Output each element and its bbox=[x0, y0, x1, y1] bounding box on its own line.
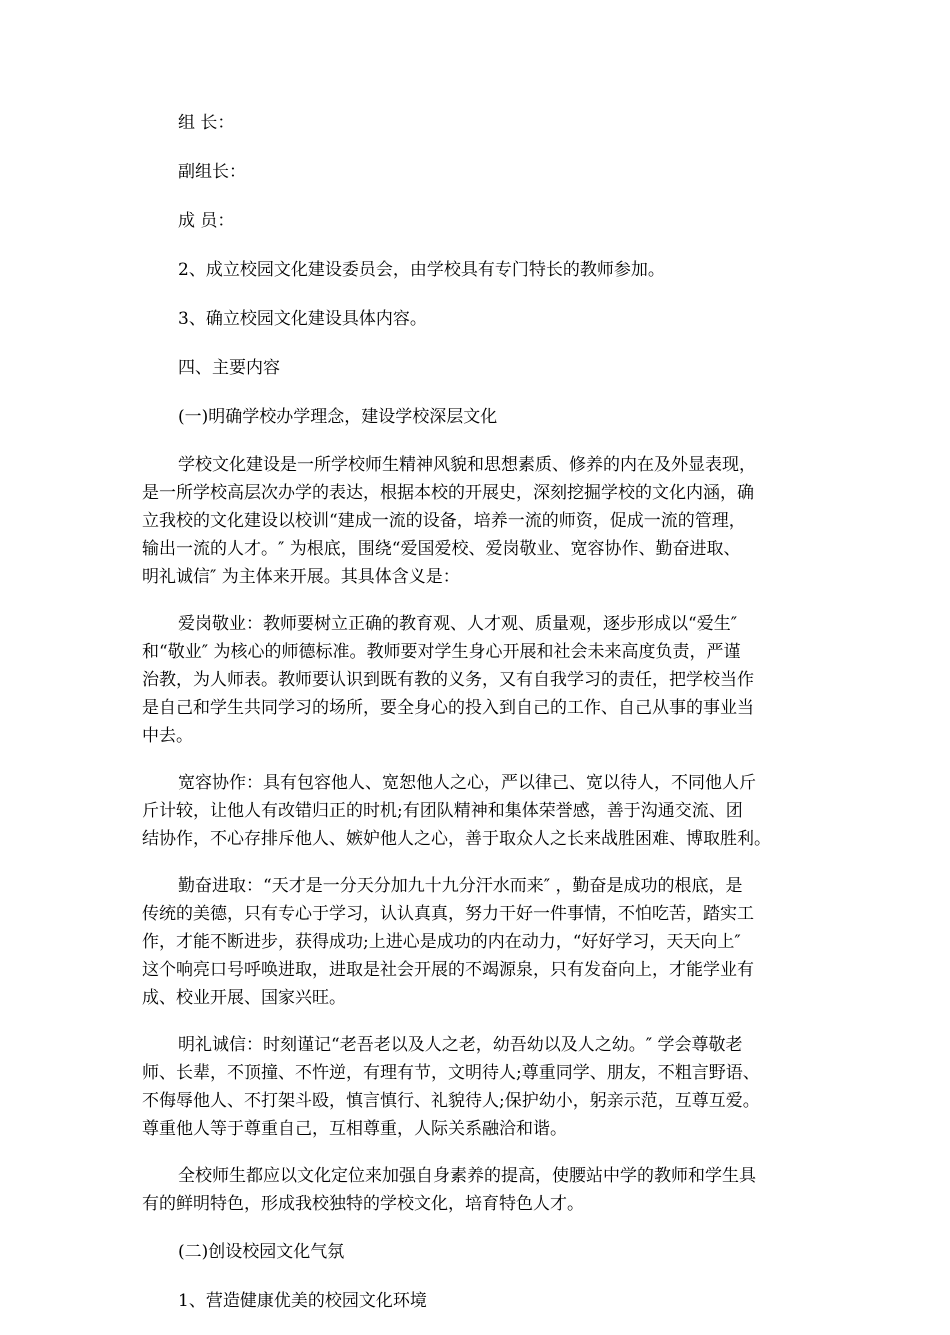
paragraph-line: 是一所学校高层次办学的表达，根据本校的开展史，深刻挖掘学校的文化内涵，确 bbox=[142, 483, 754, 503]
paragraph-line: 输出一流的人才。″ 为根底，围绕“爱国爱校、爱岗敬业、宽容协作、勤奋进取、 bbox=[142, 539, 741, 559]
paragraph-line: 宽容协作：具有包容他人、宽恕他人之心，严以律己、宽以待人，不同他人斤 bbox=[178, 773, 756, 793]
list-item-3: 3、确立校园文化建设具体内容。 bbox=[178, 309, 427, 329]
paragraph-courtesy bbox=[142, 1031, 824, 1143]
list-item-environment: 1、营造健康优美的校园文化环境 bbox=[178, 1291, 427, 1311]
paragraph-line: 尊重他人等于尊重自己，互相尊重，人际关系融洽和谐。 bbox=[142, 1119, 567, 1139]
paragraph-line: 成、校业开展、国家兴旺。 bbox=[142, 988, 346, 1008]
paragraph-line: 这个响亮口号呼唤进取，进取是社会开展的不竭源泉，只有发奋向上，才能学业有 bbox=[142, 960, 754, 980]
paragraph-line: 中去。 bbox=[142, 726, 193, 746]
paragraph-line: 不侮辱他人、不打架斗殴，慎言慎行、礼貌待人;保护幼小，躬亲示范，互尊互爱。 bbox=[142, 1091, 760, 1111]
paragraph-line: 有的鲜明特色，形成我校独特的学校文化，培育特色人才。 bbox=[142, 1194, 584, 1214]
document-body bbox=[142, 108, 824, 1335]
paragraph-school-culture bbox=[142, 1162, 824, 1218]
paragraph-line: 斤计较，让他人有改错归正的时机;有团队精神和集体荣誉感，善于沟通交流、团 bbox=[142, 801, 743, 821]
paragraph-line: 和“敬业″ 为核心的师德标准。教师要对学生身心开展和社会未来高度负责，严谨 bbox=[142, 642, 741, 662]
group-leader-line: 组 长： bbox=[178, 113, 235, 133]
paragraph-line: 明礼诚信：时刻谨记“老吾老以及人之老，幼吾幼以及人之幼。″ 学会尊敬老 bbox=[178, 1035, 743, 1055]
paragraph-line: 明礼诚信″ 为主体来开展。其具体含义是： bbox=[142, 567, 460, 587]
paragraph-line: 立我校的文化建设以校训“建成一流的设备，培养一流的师资，促成一流的管理， bbox=[142, 511, 746, 531]
section-heading-4: 四、主要内容 bbox=[178, 358, 280, 378]
paragraph-diligence bbox=[142, 872, 824, 1012]
list-item-2: 2、成立校园文化建设委员会，由学校具有专门特长的教师参加。 bbox=[178, 260, 665, 280]
paragraph-line: 治教，为人师表。教师要认识到既有教的义务，又有自我学习的责任，把学校当作 bbox=[142, 670, 754, 690]
paragraph-line: 学校文化建设是一所学校师生精神风貌和思想素质、修养的内在及外显表现， bbox=[178, 455, 756, 475]
deputy-leader-line: 副组长： bbox=[178, 162, 246, 182]
subsection-heading-1: (一)明确学校办学理念，建设学校深层文化 bbox=[178, 407, 498, 427]
paragraph-dedication bbox=[142, 610, 824, 750]
paragraph-line: 结协作，不心存排斥他人、嫉妒他人之心，善于取众人之长来战胜困难、博取胜利。 bbox=[142, 829, 771, 849]
paragraph-line: 是自己和学生共同学习的场所，要全身心的投入到自己的工作、自己从事的事业当 bbox=[142, 698, 754, 718]
subsection-heading-2: (二)创设校园文化气氛 bbox=[178, 1242, 345, 1262]
paragraph-line: 作，才能不断进步，获得成功;上进心是成功的内在动力，“好好学习，天天向上″ bbox=[142, 932, 741, 952]
paragraph-culture-construction bbox=[142, 451, 824, 591]
paragraph-line: 勤奋进取：“天才是一分天分加九十九分汗水而来″ ，勤奋是成功的根底，是 bbox=[178, 876, 743, 896]
members-line: 成 员： bbox=[178, 211, 235, 231]
paragraph-line: 传统的美德，只有专心于学习，认认真真，努力干好一件事情，不怕吃苦，踏实工 bbox=[142, 904, 754, 924]
paragraph-line: 爱岗敬业：教师要树立正确的教育观、人才观、质量观，逐步形成以“爱生″ bbox=[178, 614, 738, 634]
paragraph-line: 全校师生都应以文化定位来加强自身素养的提高，使腰站中学的教师和学生具 bbox=[178, 1166, 756, 1186]
paragraph-line: 师、长辈，不顶撞、不忤逆，有理有节，文明待人;尊重同学、朋友，不粗言野语、 bbox=[142, 1063, 760, 1083]
paragraph-tolerance bbox=[142, 769, 824, 853]
